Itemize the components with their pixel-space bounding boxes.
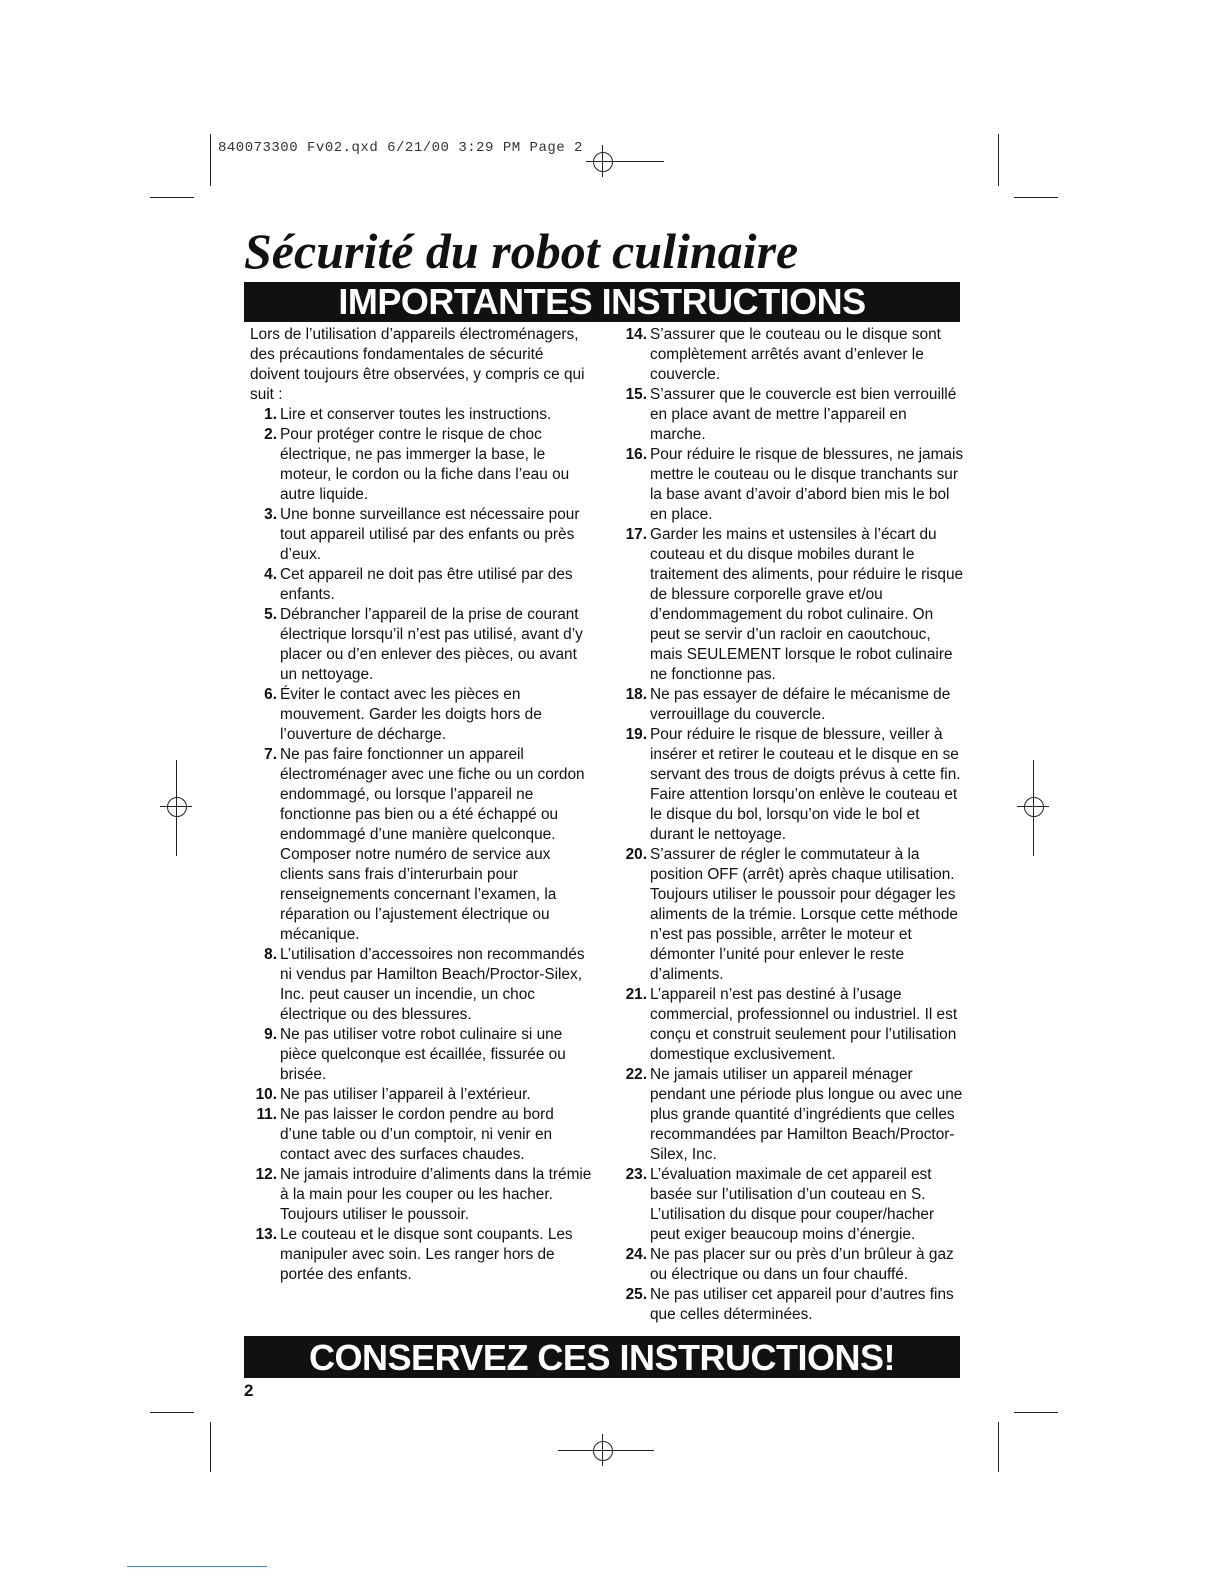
item-number: 1. bbox=[264, 406, 277, 423]
list-item bbox=[618, 525, 966, 685]
list-item bbox=[618, 1165, 966, 1245]
registration-line-left bbox=[176, 760, 177, 856]
item-text: Éviter le contact avec les pièces en mouvement. Garder les doigts hors de l’ouverture de décharge. bbox=[280, 686, 542, 743]
item-text: Pour protéger contre le risque de choc électrique, ne pas immerger la base, le moteur, le cordon ou la fiche dans l’eau ou autre liquide. bbox=[280, 426, 570, 503]
crop-mark-bottom-right-horizontal bbox=[1014, 1412, 1058, 1413]
list-item bbox=[618, 325, 966, 385]
decorative-underline bbox=[127, 1566, 267, 1567]
list-item bbox=[618, 685, 966, 725]
crop-mark-bottom-left-vertical bbox=[210, 1422, 211, 1472]
registration-mark-top bbox=[586, 145, 618, 177]
item-number: 23. bbox=[625, 1166, 647, 1183]
item-number: 11. bbox=[256, 1106, 277, 1123]
item-number: 20. bbox=[625, 846, 647, 863]
left-instruction-list bbox=[250, 405, 592, 1285]
item-number: 7. bbox=[264, 746, 277, 763]
crop-mark-top-right-vertical bbox=[998, 134, 999, 186]
item-text: Débrancher l’appareil de la prise de courant électrique lorsqu’il n’est pas utilisé, avant d’y placer ou d’en enlever des pièces, ou avant un nettoyage. bbox=[280, 606, 583, 683]
item-text: Une bonne surveillance est nécessaire pour tout appareil utilisé par des enfants ou près d’eux. bbox=[280, 506, 580, 563]
item-number: 21. bbox=[625, 986, 647, 1003]
list-item bbox=[618, 1245, 966, 1285]
item-number: 19. bbox=[625, 726, 647, 743]
list-item bbox=[250, 1025, 592, 1085]
left-column bbox=[250, 325, 592, 1285]
item-number: 5. bbox=[264, 606, 277, 623]
header-banner: IMPORTANTES INSTRUCTIONS bbox=[244, 282, 960, 322]
item-number: 12. bbox=[255, 1166, 277, 1183]
list-item bbox=[250, 505, 592, 565]
item-text: Ne pas laisser le cordon pendre au bord d’une table ou d’un comptoir, ni venir en contact avec des surfaces chaudes. bbox=[280, 1106, 554, 1163]
item-text: Ne pas essayer de défaire le mécanisme de verrouillage du couvercle. bbox=[650, 686, 951, 723]
right-instruction-list bbox=[618, 325, 966, 1325]
list-item bbox=[618, 385, 966, 445]
list-item bbox=[250, 565, 592, 605]
page-number: 2 bbox=[244, 1381, 254, 1400]
item-number: 24. bbox=[625, 1246, 647, 1263]
item-number: 14. bbox=[625, 326, 647, 343]
item-text: Ne pas placer sur ou près d’un brûleur à gaz ou électrique ou dans un four chauffé. bbox=[650, 1246, 954, 1283]
list-item bbox=[250, 1225, 592, 1285]
item-text: Ne pas utiliser cet appareil pour d’autres fins que celles déterminées. bbox=[650, 1286, 954, 1323]
item-text: Garder les mains et ustensiles à l’écart du couteau et du disque mobiles durant le traitement des aliments, pour réduire le risque de blessure corporelle grave et/ou d’endommagement du robot culinaire. On peut se servir d’un racloir en caoutchouc, mais SEULEMENT lorsque le robot culinaire ne fonctionne pas. bbox=[650, 526, 964, 683]
item-text: Ne jamais utiliser un appareil ménager pendant une période plus longue ou avec une plus grande quantité d’ingrédients que celles recommandées par Hamilton Beach/Proctor-Silex, Inc. bbox=[650, 1066, 963, 1163]
item-text: S’assurer que le couteau ou le disque sont complètement arrêtés avant d’enlever le couvercle. bbox=[650, 326, 941, 383]
list-item bbox=[250, 405, 592, 425]
list-item bbox=[618, 1285, 966, 1325]
item-number: 15. bbox=[625, 386, 647, 403]
crop-mark-bottom-left-horizontal bbox=[150, 1412, 194, 1413]
item-text: Ne pas utiliser l’appareil à l’extérieur. bbox=[280, 1086, 531, 1103]
list-item bbox=[250, 425, 592, 505]
item-text: Ne jamais introduire d’aliments dans la trémie à la main pour les couper ou les hacher. Toujours utiliser le poussoir. bbox=[280, 1166, 592, 1223]
list-item bbox=[250, 745, 592, 945]
item-text: Ne pas utiliser votre robot culinaire si une pièce quelconque est écaillée, fissurée ou brisée. bbox=[280, 1026, 566, 1083]
crop-mark-top-right-horizontal bbox=[1014, 197, 1058, 198]
list-item bbox=[618, 725, 966, 845]
item-text: S’assurer que le couvercle est bien verrouillé en place avant de mettre l’appareil en marche. bbox=[650, 386, 957, 443]
list-item bbox=[618, 1065, 966, 1165]
crop-mark-top-left-vertical bbox=[210, 134, 211, 186]
item-text: Pour réduire le risque de blessure, veiller à insérer et retirer le couteau et le disque en se servant des trous de doigts prévus à cette fin. Faire attention lorsqu’on enlève le couteau et le disque du bol, lorsqu’on vide le bol et durant le nettoyage. bbox=[650, 726, 961, 843]
list-item bbox=[250, 1105, 592, 1165]
right-column bbox=[618, 325, 966, 1325]
item-number: 13. bbox=[255, 1226, 277, 1243]
list-item bbox=[250, 605, 592, 685]
item-text: Ne pas faire fonctionner un appareil électroménager avec une fiche ou un cordon endommagé, ou lorsque l’appareil ne fonctionne pas bien ou a été échappé ou endommagé d’une manière quelconque. Composer notre numéro de service aux clients sans frais d’interurbain pour renseignements concernant l’examen, la réparation ou l’ajustement électrique ou mécanique. bbox=[280, 746, 585, 943]
crop-mark-bottom-right-vertical bbox=[998, 1422, 999, 1472]
list-item bbox=[618, 985, 966, 1065]
item-text: Cet appareil ne doit pas être utilisé par des enfants. bbox=[280, 566, 573, 603]
item-text: Lire et conserver toutes les instructions. bbox=[280, 406, 552, 423]
list-item bbox=[618, 445, 966, 525]
print-slug: 840073300 Fv02.qxd 6/21/00 3:29 PM Page 2 bbox=[218, 140, 583, 156]
page-title: Sécurité du robot culinaire bbox=[244, 223, 799, 279]
item-text: Le couteau et le disque sont coupants. Les manipuler avec soin. Les ranger hors de portée des enfants. bbox=[280, 1226, 573, 1283]
item-number: 17. bbox=[625, 526, 647, 543]
registration-line-bottom bbox=[558, 1450, 654, 1451]
item-number: 6. bbox=[264, 686, 277, 703]
list-item bbox=[250, 1085, 592, 1105]
item-number: 8. bbox=[264, 946, 277, 963]
item-text: L’appareil n’est pas destiné à l’usage commercial, professionnel ou industriel. Il est conçu et construit seulement pour l’utilisation domestique exclusivement. bbox=[650, 986, 958, 1063]
item-number: 3. bbox=[264, 506, 277, 523]
crop-mark-top-left-horizontal bbox=[150, 197, 194, 198]
item-text: L’utilisation d’accessoires non recommandés ni vendus par Hamilton Beach/Proctor-Silex, Inc. peut causer un incendie, un choc électrique ou des blessures. bbox=[280, 946, 585, 1023]
item-number: 2. bbox=[264, 426, 277, 443]
item-number: 10. bbox=[255, 1086, 277, 1103]
item-number: 22. bbox=[625, 1066, 647, 1083]
item-number: 4. bbox=[264, 566, 277, 583]
registration-line-right bbox=[1033, 760, 1034, 856]
item-text: S’assurer de régler le commutateur à la position OFF (arrêt) après chaque utilisation. Toujours utiliser le poussoir pour dégager les aliments de la trémie. Lorsque cette méthode n’est pas possible, arrêter le moteur et démonter l’unité pour enlever le reste d’aliments. bbox=[650, 846, 958, 983]
item-number: 18. bbox=[625, 686, 647, 703]
list-item bbox=[250, 1165, 592, 1225]
registration-line-top bbox=[618, 161, 664, 162]
item-number: 16. bbox=[625, 446, 647, 463]
footer-banner: CONSERVEZ CES INSTRUCTIONS! bbox=[244, 1336, 960, 1378]
list-item bbox=[250, 945, 592, 1025]
item-text: Pour réduire le risque de blessures, ne jamais mettre le couteau ou le disque tranchants sur la base avant d’avoir d’abord bien mis le bol en place. bbox=[650, 446, 964, 523]
item-number: 25. bbox=[625, 1286, 647, 1303]
intro-paragraph: Lors de l’utilisation d’appareils électroménagers, des précautions fondamentales de sécurité doivent toujours être observées, y compris ce qui suit : bbox=[250, 326, 585, 403]
item-text: L’évaluation maximale de cet appareil est basée sur l’utilisation d’un couteau en S. L’utilisation du disque pour couper/hacher peut exiger beaucoup moins d’énergie. bbox=[650, 1166, 935, 1243]
list-item bbox=[250, 685, 592, 745]
list-item bbox=[618, 845, 966, 985]
item-number: 9. bbox=[264, 1026, 277, 1043]
